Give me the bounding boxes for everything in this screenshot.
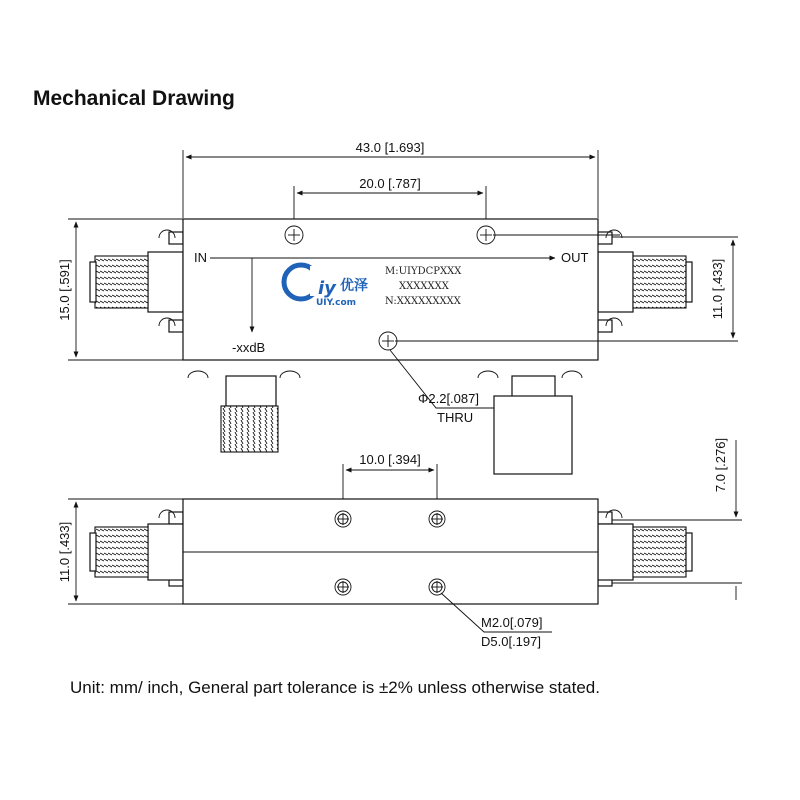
termination-load bbox=[478, 371, 582, 474]
sma-connector-in bbox=[90, 230, 183, 332]
sma-connector-side-right bbox=[598, 510, 692, 586]
port-out-label: OUT bbox=[561, 250, 589, 265]
dim-hole-spacing-label: 20.0 [.787] bbox=[359, 176, 421, 191]
top-view bbox=[57, 140, 738, 474]
port-coupled-label: -xxdB bbox=[232, 340, 266, 355]
side-view bbox=[57, 438, 742, 649]
logo-chinese-text: 优泽 bbox=[340, 278, 368, 294]
threaded-hole-3 bbox=[335, 579, 351, 595]
thread-depth-label: D5.0[.197] bbox=[481, 634, 541, 649]
coupler-housing-side bbox=[183, 499, 598, 604]
hole-callout-label: Φ2.2[.087] bbox=[418, 391, 479, 406]
threaded-hole-4 bbox=[429, 579, 445, 595]
dim-overall-height-label: 15.0 [.591] bbox=[57, 259, 72, 321]
sma-connector-side-left bbox=[90, 510, 183, 586]
marking-model: M:UIYDCPXXX bbox=[385, 266, 462, 277]
page-title: Mechanical Drawing bbox=[33, 87, 235, 110]
threaded-hole-2 bbox=[429, 511, 445, 527]
sma-connector-out bbox=[598, 230, 692, 332]
units-footnote: Unit: mm/ inch, General part tolerance is ±2% unless otherwise stated. bbox=[70, 678, 600, 697]
port-in-label: IN bbox=[194, 250, 207, 265]
thread-callout-label: M2.0[.079] bbox=[481, 615, 543, 630]
dim-side-offset-label: 7.0 [.276] bbox=[713, 437, 728, 493]
dim-side-height-label: 11.0 [.433] bbox=[57, 521, 72, 583]
marking-serial: N:XXXXXXXXX bbox=[385, 296, 461, 307]
threaded-hole-1 bbox=[335, 511, 351, 527]
dim-side-hole-spacing-label: 10.0 [.394] bbox=[359, 452, 421, 467]
dim-port-height-label: 11.0 [.433] bbox=[710, 258, 725, 320]
sma-connector-coupled bbox=[188, 371, 300, 452]
hole-callout-type: THRU bbox=[437, 410, 474, 425]
logo-brand-text: UIY.com bbox=[316, 298, 356, 308]
svg-text:iy: iy bbox=[318, 278, 336, 299]
marking-line2: XXXXXXX bbox=[399, 281, 449, 292]
dim-overall-length-label: 43.0 [1.693] bbox=[355, 140, 425, 155]
coupler-housing-top bbox=[183, 219, 598, 360]
